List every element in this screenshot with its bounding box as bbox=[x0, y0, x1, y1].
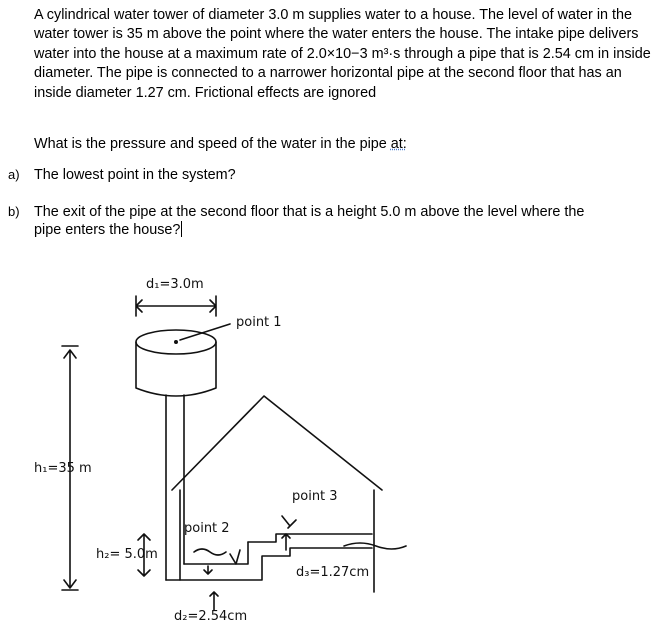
point1-leader bbox=[180, 324, 230, 340]
point2-label: point 2 bbox=[184, 521, 230, 536]
d3-label: d₃=1.27cm bbox=[296, 565, 370, 580]
d2-label: d₂=2.54cm bbox=[174, 609, 248, 624]
text-cursor bbox=[181, 221, 182, 237]
question-suffix: at: bbox=[390, 136, 407, 152]
house-outline bbox=[172, 396, 382, 592]
point3-label: point 3 bbox=[292, 489, 338, 504]
h1-label: h₁=35 m bbox=[34, 461, 92, 476]
water-tower-diagram bbox=[34, 258, 454, 636]
question-prefix: What is the pressure and speed of the water in the pipe bbox=[34, 136, 391, 152]
point1-dot bbox=[174, 340, 178, 344]
part-a-marker: a) bbox=[8, 167, 20, 182]
part-b-text: The exit of the pipe at the second floor that is a height 5.0 m above the level where the pipe enters the house? bbox=[34, 204, 585, 238]
d1-label: d₁=3.0m bbox=[146, 277, 204, 292]
question-text bbox=[34, 135, 407, 154]
point3-arrow bbox=[282, 516, 296, 528]
flow-mark-2 bbox=[230, 550, 240, 564]
problem-statement: A cylindrical water tower of diameter 3.0 m supplies water to a house. The level of water in the water tower is 35 m above the point where the water enters the house. The intake pipe delivers water into the house at a maximum rate of 2.0×10−3 m³·s through a pipe that is 2.54 cm in inside diameter. The pipe is connected to a narrower horizontal pipe at the second floor that has an inside diameter 1.27 cm. Frictional effects are ignored bbox=[34, 7, 651, 101]
d2-arrow bbox=[210, 592, 218, 610]
point1-label: point 1 bbox=[236, 315, 282, 330]
d1-arrow bbox=[136, 296, 216, 316]
part-b-marker: b) bbox=[8, 204, 20, 219]
part-b-text-wrapper[interactable] bbox=[34, 203, 594, 239]
flow-mark-1 bbox=[194, 549, 226, 555]
h2-label: h₂= 5.0m bbox=[96, 547, 158, 562]
part-a-text: The lowest point in the system? bbox=[34, 167, 236, 183]
point3-arrow-up bbox=[282, 534, 290, 550]
supply-pipe-inner bbox=[248, 534, 372, 542]
flow-down-arrow bbox=[204, 566, 212, 574]
